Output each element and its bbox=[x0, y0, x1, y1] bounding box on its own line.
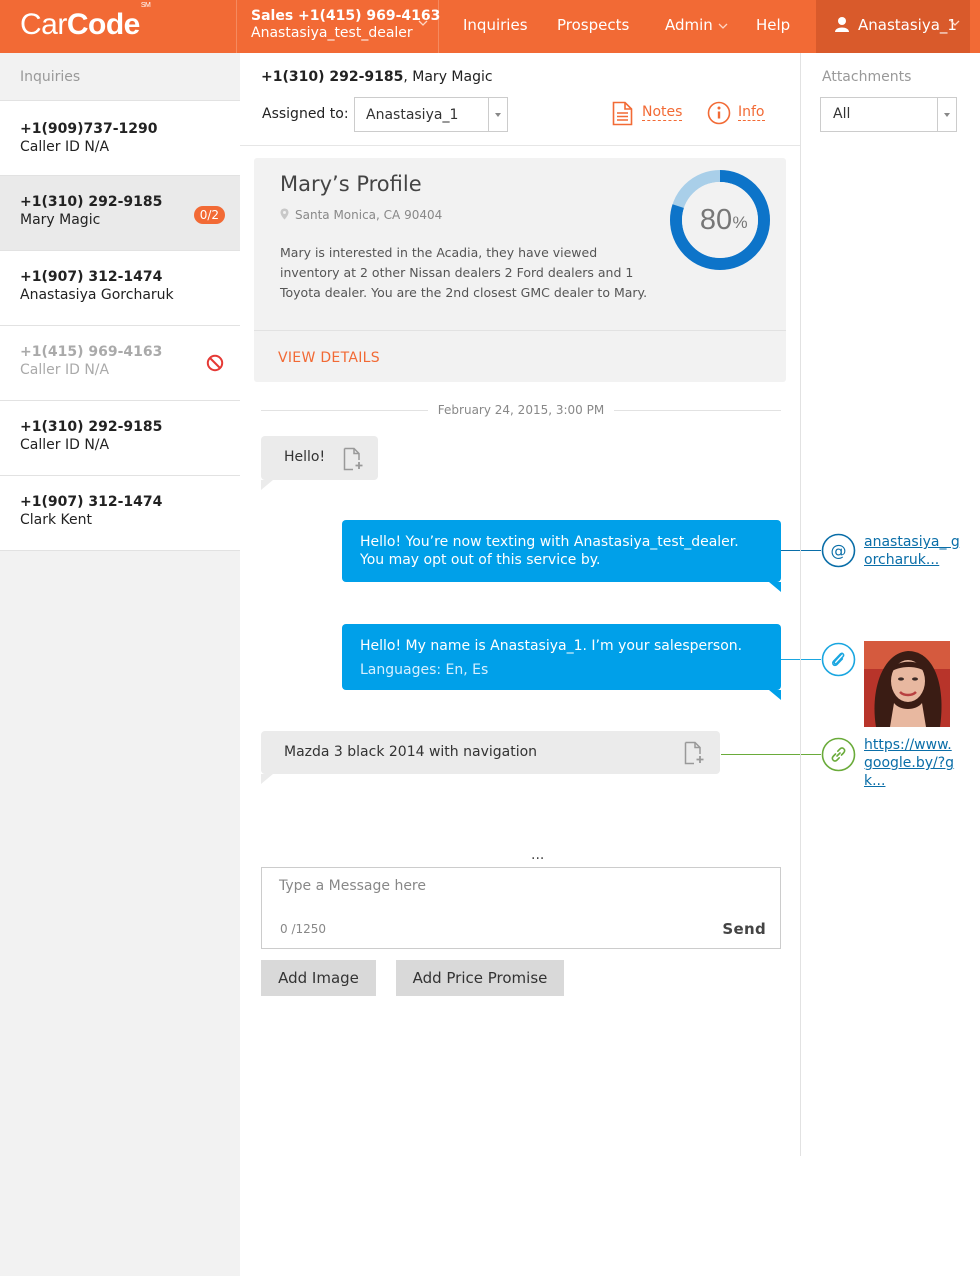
profile-divider bbox=[254, 330, 786, 331]
profile-score-gauge bbox=[668, 168, 772, 272]
character-counter: 0 /1250 bbox=[280, 922, 327, 936]
attachments-title: Attachments bbox=[822, 69, 912, 85]
chevron-down-icon bbox=[418, 20, 428, 27]
dropdown-arrow-icon bbox=[488, 98, 507, 131]
contact-name: , Mary Magic bbox=[403, 69, 493, 85]
assigned-label: Assigned to: bbox=[262, 106, 349, 122]
inquiry-name: Clark Kent bbox=[20, 512, 93, 528]
dealer-name: Anastasiya_test_dealer bbox=[251, 25, 413, 41]
info-label: Info bbox=[738, 104, 765, 120]
inquiry-item[interactable] bbox=[0, 101, 240, 176]
link-icon bbox=[821, 737, 856, 772]
contact-phone: +1(310) 292-9185 bbox=[261, 69, 404, 85]
inquiry-name: Caller ID N/A bbox=[20, 362, 110, 378]
sidebar-title: Inquiries bbox=[20, 69, 81, 85]
add-note-icon[interactable] bbox=[343, 447, 365, 471]
inquiry-phone: +1(907) 312-1474 bbox=[20, 269, 163, 285]
profile-description: Mary is interested in the Acadia, they have viewed inventory at 2 other Nissan dealers 2 Ford dealers and 1 Toyota dealer. You are the 2nd closest GMC dealer to Mary. bbox=[280, 245, 648, 300]
assigned-value: Anastasiya_1 bbox=[366, 107, 459, 123]
chevron-down-icon bbox=[718, 23, 728, 30]
right-panel-border bbox=[800, 53, 801, 1156]
date-separator bbox=[261, 403, 781, 417]
photo-attachment-thumbnail[interactable] bbox=[864, 641, 950, 727]
attachments-filter-value: All bbox=[833, 106, 851, 122]
profile-card bbox=[254, 158, 786, 382]
add-price-promise-button[interactable]: Add Price Promise bbox=[396, 960, 564, 996]
contact-title bbox=[261, 69, 493, 85]
inquiry-phone: +1(310) 292-9185 bbox=[20, 194, 163, 210]
logo-service-mark: SM bbox=[140, 2, 151, 9]
logo-text-car: Car bbox=[20, 8, 67, 41]
nav-prospects[interactable]: Prospects bbox=[557, 16, 630, 34]
inquiry-item[interactable] bbox=[0, 476, 240, 551]
inquiry-item-selected[interactable] bbox=[0, 176, 240, 251]
info-button[interactable] bbox=[707, 101, 765, 129]
date-text-wrap bbox=[261, 403, 781, 417]
inquiries-list bbox=[0, 100, 240, 551]
add-image-button[interactable]: Add Image bbox=[261, 960, 376, 996]
profile-title: Mary’s Profile bbox=[280, 172, 422, 196]
location-pin-icon bbox=[280, 208, 289, 220]
logo-text-code: Code bbox=[66, 8, 140, 41]
nav-inquiries[interactable]: Inquiries bbox=[463, 16, 528, 34]
message-incoming bbox=[261, 731, 720, 774]
notes-icon bbox=[612, 101, 633, 126]
top-header bbox=[0, 0, 980, 53]
divider bbox=[240, 145, 800, 146]
profile-location-text: Santa Monica, CA 90404 bbox=[295, 208, 443, 222]
add-note-icon[interactable] bbox=[684, 741, 706, 765]
message-placeholder: Type a Message here bbox=[279, 878, 426, 894]
send-button[interactable]: Send bbox=[722, 920, 766, 938]
message-outgoing bbox=[342, 624, 781, 690]
inquiry-name: Caller ID N/A bbox=[20, 139, 110, 155]
profile-location bbox=[280, 208, 442, 222]
message-text: Mazda 3 black 2014 with navigation bbox=[284, 744, 538, 760]
connector-line bbox=[721, 754, 821, 755]
message-date: February 24, 2015, 3:00 PM bbox=[428, 403, 614, 417]
blocked-icon bbox=[206, 354, 224, 372]
attachments-filter-select[interactable] bbox=[820, 97, 957, 132]
user-icon bbox=[834, 16, 850, 32]
nav-help[interactable]: Help bbox=[756, 16, 791, 34]
inquiry-name: Caller ID N/A bbox=[20, 437, 110, 453]
inquiry-phone: +1(415) 969-4163 bbox=[20, 344, 163, 360]
message-composer[interactable] bbox=[261, 867, 781, 949]
score-unit: % bbox=[732, 213, 748, 232]
chevron-down-icon bbox=[950, 20, 960, 27]
user-name: Anastasiya_1 bbox=[858, 16, 957, 34]
inquiry-phone: +1(907) 312-1474 bbox=[20, 494, 163, 510]
dealer-phone: Sales +1(415) 969-4163 bbox=[251, 8, 441, 24]
dropdown-arrow-icon bbox=[937, 98, 956, 131]
message-text: Hello! bbox=[284, 449, 326, 465]
info-icon bbox=[707, 101, 731, 125]
inquiry-phone: +1(909)737-1290 bbox=[20, 121, 158, 137]
inquiries-sidebar bbox=[0, 53, 240, 1276]
paperclip-icon bbox=[821, 642, 856, 677]
web-link-attachment[interactable]: https://www.google.by/?gk... bbox=[864, 737, 955, 789]
typing-ellipsis: ... bbox=[531, 847, 545, 863]
notes-button[interactable] bbox=[612, 101, 683, 130]
inquiry-phone: +1(310) 292-9185 bbox=[20, 419, 163, 435]
message-text: Hello! You’re now texting with Anastasiya_test_dealer. You may opt out of this service by. bbox=[360, 534, 739, 568]
user-menu[interactable] bbox=[816, 0, 970, 53]
inquiry-item[interactable] bbox=[0, 251, 240, 326]
carcode-logo[interactable] bbox=[20, 2, 151, 42]
notes-label: Notes bbox=[642, 104, 683, 120]
message-incoming bbox=[261, 436, 378, 480]
message-text: Hello! My name is Anastasiya_1. I’m your salesperson. bbox=[360, 638, 743, 654]
inquiry-item[interactable] bbox=[0, 401, 240, 476]
email-at-icon bbox=[821, 533, 856, 568]
message-outgoing bbox=[342, 520, 781, 582]
inquiry-name: Mary Magic bbox=[20, 212, 101, 228]
assigned-select[interactable] bbox=[354, 97, 508, 132]
message-subtext: Languages: En, Es bbox=[360, 662, 489, 678]
nav-admin[interactable] bbox=[665, 16, 728, 34]
svg-text:@: @ bbox=[830, 541, 847, 560]
nav-admin-label: Admin bbox=[665, 16, 713, 34]
view-details-link[interactable]: VIEW DETAILS bbox=[278, 350, 380, 366]
dealer-switcher[interactable] bbox=[236, 0, 439, 53]
inquiry-name: Anastasiya Gorcharuk bbox=[20, 287, 174, 303]
inquiry-item-blocked[interactable] bbox=[0, 326, 240, 401]
unread-badge: 0/2 bbox=[194, 206, 225, 224]
connector-line bbox=[781, 550, 821, 551]
score-value: 80 bbox=[699, 204, 733, 236]
connector-line bbox=[781, 659, 821, 660]
email-attachment-link[interactable]: anastasiya_ gorcharuk... bbox=[864, 534, 960, 568]
